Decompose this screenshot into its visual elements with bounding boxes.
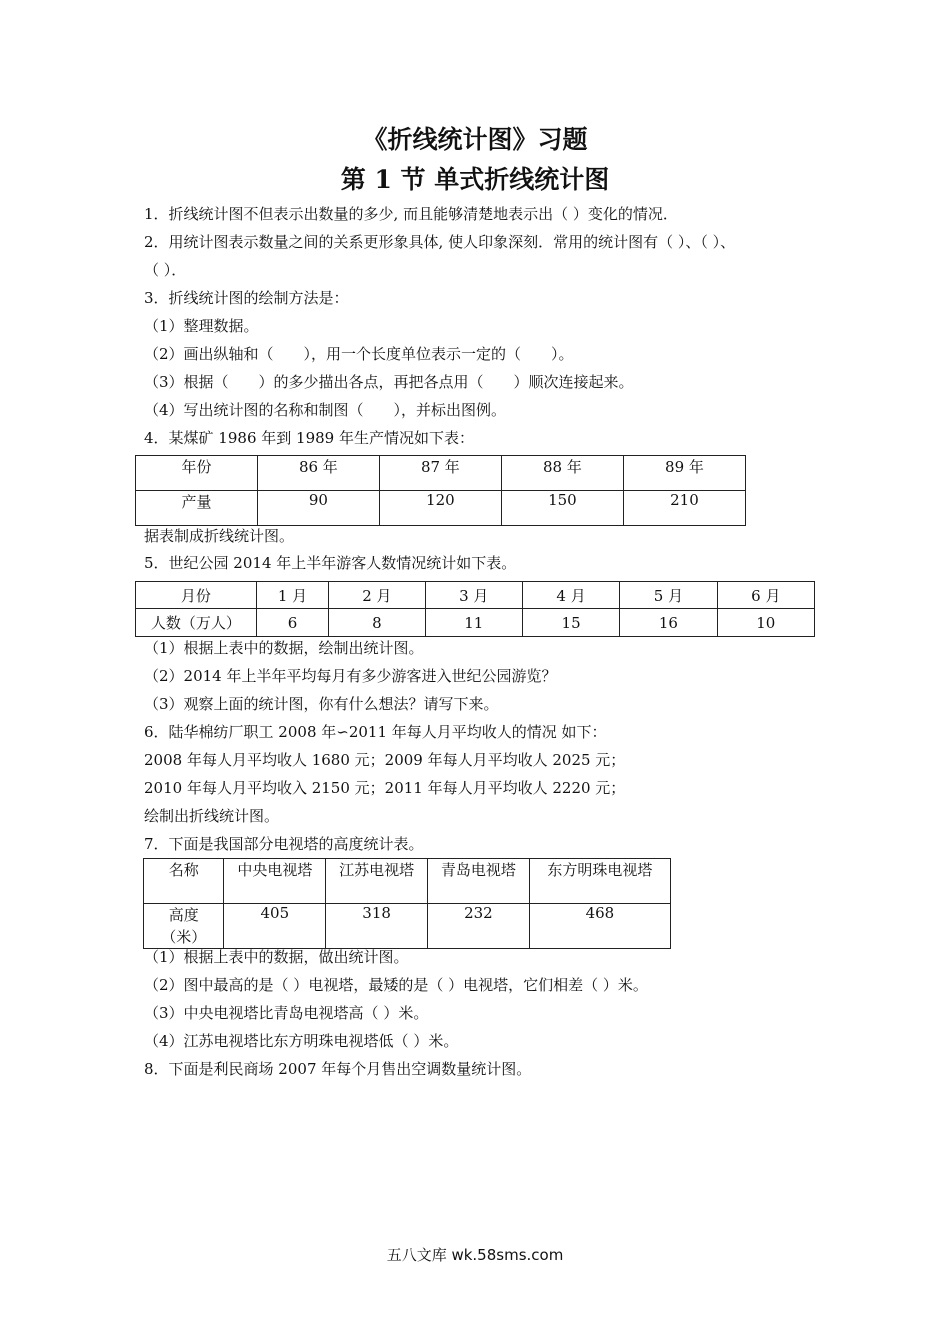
question-6-line-2: 2010 年每人月平均收入 2150 元；2011 年每人月平均收人 2220 元； [144,779,626,797]
table-cell: 2 月 [329,582,425,609]
table-cell [144,904,224,949]
question-3-step-1: （1）整理数据。 [144,317,259,335]
coal-production-table [135,455,746,526]
question-5-part-2: （2）2014 年上半年平均每月有多少游客进入世纪公园游览？ [144,667,557,685]
question-4-note: 据表制成折线统计图。 [144,527,295,545]
question-5-part-1: （1）根据上表中的数据，绘制出统计图。 [144,639,424,657]
table-row [136,609,815,637]
table-cell: 6 [256,609,329,637]
table-cell: 6 月 [717,582,814,609]
row-label-height: 高度 [168,906,199,924]
table-cell: 87 年 [379,456,501,491]
table-cell: 232 [428,904,530,949]
table-cell: 10 [717,609,814,637]
table-cell: 88 年 [501,456,623,491]
page-subtitle: 第 1 节 单式折线统计图 [340,165,610,194]
table-cell: 210 [623,491,745,526]
table-row [136,456,746,491]
table-cell: 11 [425,609,522,637]
table-row [136,582,815,609]
question-3: 3．折线统计图的绘制方法是： [144,289,349,307]
table-cell: 1 月 [256,582,329,609]
table-cell: 150 [501,491,623,526]
question-7-part-3: （3）中央电视塔比青岛电视塔高（ ）米。 [144,1004,429,1022]
question-6: 6．陆华棉纺厂职工 2008 年∽2011 年每人月平均收人的情况 如下： [144,723,607,741]
table-cell: 468 [529,904,670,949]
table-cell: 产量 [136,491,258,526]
page-title: 《折线统计图》习题 [362,125,588,154]
table-cell: 89 年 [623,456,745,491]
table-cell: 年份 [136,456,258,491]
table-cell: 4 月 [522,582,619,609]
question-5: 5．世纪公园 2014 年上半年游客人数情况统计如下表。 [144,554,517,572]
tv-tower-table [143,858,671,949]
row-label-unit: （米） [161,928,207,946]
table-cell: 青岛电视塔 [428,859,530,904]
table-cell: 120 [379,491,501,526]
question-2-line-2: （ ）． [144,261,187,279]
table-row [136,491,746,526]
table-row [144,859,671,904]
question-5-part-3: （3）观察上面的统计图，你有什么想法？请写下来。 [144,695,499,713]
table-cell: 16 [620,609,717,637]
table-cell: 5 月 [620,582,717,609]
question-6-line-3: 绘制出折线统计图。 [144,807,280,825]
question-2-line-1: 2．用统计图表示数量之间的关系更形象具体, 使人印象深刻．常用的统计图有（ ）、（ ）、 [144,233,736,251]
question-7-part-2: （2）图中最高的是（ ）电视塔，最矮的是（ ）电视塔，它们相差（ ）米。 [144,976,648,994]
table-row [144,904,671,949]
table-cell: 3 月 [425,582,522,609]
table-cell: 318 [326,904,428,949]
table-cell: 人数（万人） [136,609,257,637]
table-cell: 月份 [136,582,257,609]
table-cell: 中央电视塔 [224,859,326,904]
question-3-step-2: （2）画出纵轴和（ ），用一个长度单位表示一定的（ ）。 [144,345,574,363]
table-cell: 名称 [144,859,224,904]
question-4: 4．某煤矿 1986 年到 1989 年生产情况如下表： [144,429,474,447]
question-7: 7．下面是我国部分电视塔的高度统计表。 [144,835,424,853]
question-6-line-1: 2008 年每人月平均收人 1680 元；2009 年每人月平均收人 2025 元； [144,751,626,769]
table-cell: 8 [329,609,425,637]
question-7-part-4: （4）江苏电视塔比东方明珠电视塔低（ ）米。 [144,1032,459,1050]
question-3-step-4: （4）写出统计图的名称和制图（ ），并标出图例。 [144,401,507,419]
question-3-step-3: （3）根据（ ）的多少描出各点，再把各点用（ ）顺次连接起来。 [144,373,634,391]
question-1: 1．折线统计图不但表示出数量的多少, 而且能够清楚地表示出（ ）变化的情况． [144,205,678,223]
table-cell: 东方明珠电视塔 [529,859,670,904]
footer-watermark: 五八文库 wk.58sms.com [386,1246,564,1264]
question-7-part-1: （1）根据上表中的数据，做出统计图。 [144,948,409,966]
visitor-table [135,581,815,637]
table-cell: 405 [224,904,326,949]
table-cell: 86 年 [257,456,379,491]
table-cell: 15 [522,609,619,637]
table-cell: 90 [257,491,379,526]
question-8: 8．下面是利民商场 2007 年每个月售出空调数量统计图。 [144,1060,532,1078]
table-cell: 江苏电视塔 [326,859,428,904]
